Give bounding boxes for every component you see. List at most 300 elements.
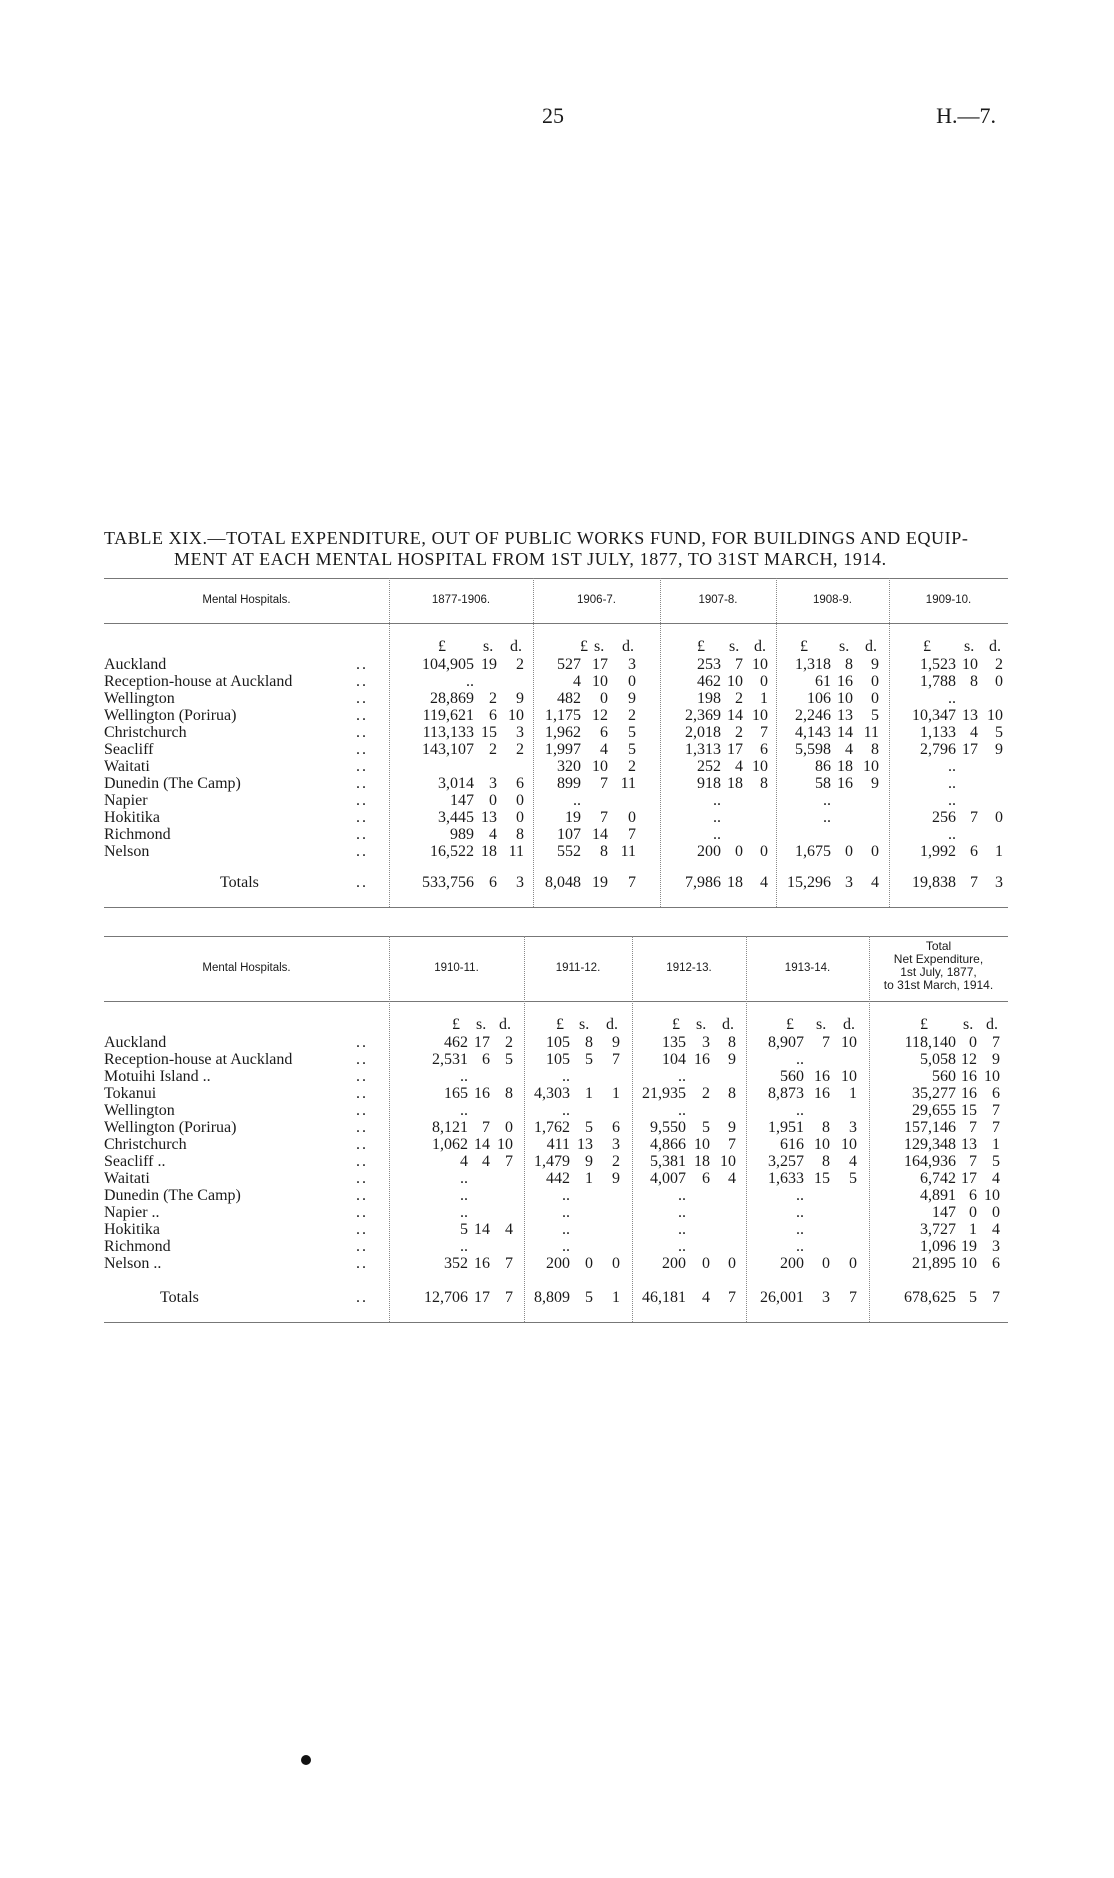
amount-pounds: 2,246 [795,707,831,724]
amount-pence: 5 [849,1170,857,1187]
amount-pence: 6 [992,1255,1000,1272]
amount-pence: 11 [620,775,636,792]
amount-pounds: 4,007 [650,1170,686,1187]
column-header-period: 1877-1906. [431,594,491,606]
leader-dots: .. [356,690,368,707]
unit-pence: d. [622,638,634,655]
column-header-total: to 31st March, 1914. [883,978,994,992]
amount-pence: 10 [752,707,768,724]
amount-pounds: 105 [546,1034,570,1051]
amount-pounds: 198 [697,690,721,707]
amount-pence: 9 [871,656,879,673]
total-pence: 7 [628,874,636,891]
column-separator [869,936,870,1322]
amount-pence: 1 [612,1085,620,1102]
table-title-line-1: TABLE XIX.—TOTAL EXPENDITURE, OUT OF PUBLIC WORKS FUND, FOR BUILDINGS AND EQUIP- [104,528,969,548]
total-shillings: 17 [474,1289,490,1306]
leader-dots: .. [356,673,368,690]
amount-pence: 10 [841,1136,857,1153]
amount-pence: 0 [871,673,879,690]
amount-pence: 5 [871,707,879,724]
total-pounds: 533,756 [422,874,474,891]
amount-shillings: 17 [474,1034,490,1051]
nil-marker: .. [678,1221,686,1238]
leader-dots: .. [356,1170,368,1187]
amount-pence: 8 [871,741,879,758]
amount-pence: 9 [728,1119,736,1136]
amount-shillings: 7 [822,1034,830,1051]
amount-pence: 8 [728,1034,736,1051]
amount-shillings: 6 [702,1170,710,1187]
amount-pounds: 1,997 [545,741,581,758]
column-header-hospitals: Mental Hospitals. [202,594,291,606]
hospital-name: Seacliff .. [104,1153,166,1170]
amount-shillings: 6 [969,1187,977,1204]
amount-shillings: 1 [969,1221,977,1238]
total-pounds: 7,986 [685,874,721,891]
amount-pounds: 1,762 [534,1119,570,1136]
nil-marker: .. [796,1221,804,1238]
amount-pounds: 200 [662,1255,686,1272]
amount-shillings: 10 [837,690,853,707]
amount-pounds: 147 [932,1204,956,1221]
amount-pounds: 482 [557,690,581,707]
amount-shillings: 13 [837,707,853,724]
amount-pounds: 86 [815,758,831,775]
amount-pounds: 2,531 [432,1051,468,1068]
unit-shilling: s. [476,1016,487,1033]
leader-dots: .. [356,809,368,826]
amount-pounds: 200 [697,843,721,860]
amount-pence: 6 [760,741,768,758]
unit-pence: d. [606,1016,618,1033]
page-number: 25 [542,103,564,128]
amount-pounds: 118,140 [904,1034,956,1051]
amount-pounds: 8,873 [768,1085,804,1102]
nil-marker: .. [796,1238,804,1255]
amount-pence: 3 [628,656,636,673]
amount-pounds: 252 [697,758,721,775]
totals-label: Totals [220,874,259,891]
amount-pence: 7 [628,826,636,843]
amount-shillings: 17 [727,741,743,758]
table-rule [104,936,1008,937]
hospital-name: Dunedin (The Camp) [104,1187,241,1204]
amount-pounds: 61 [815,673,831,690]
leader-dots: .. [356,1204,368,1221]
amount-pounds: 200 [546,1255,570,1272]
amount-pounds: 1,096 [920,1238,956,1255]
leader-dots: .. [356,1068,368,1085]
amount-pence: 7 [505,1153,513,1170]
amount-shillings: 4 [735,758,743,775]
nil-marker: .. [466,673,474,690]
amount-shillings: 8 [600,843,608,860]
hospital-name: Hokitika [104,1221,160,1238]
nil-marker: .. [562,1102,570,1119]
hospital-name: Dunedin (The Camp) [104,775,241,792]
table-rule [104,1322,1008,1323]
hospital-name: Hokitika [104,809,160,826]
total-shillings: 3 [845,874,853,891]
leader-dots: .. [356,724,368,741]
amount-shillings: 2 [735,724,743,741]
amount-shillings: 5 [585,1051,593,1068]
total-pence: 4 [871,874,879,891]
column-header-period: 1913-14. [784,962,831,974]
unit-pound: £ [786,1016,794,1033]
amount-pounds: 1,313 [685,741,721,758]
unit-pound: £ [920,1016,928,1033]
column-header-period: 1911-12. [555,962,601,974]
amount-shillings: 0 [735,843,743,860]
amount-shillings: 19 [961,1238,977,1255]
amount-shillings: 8 [845,656,853,673]
amount-pence: 1 [992,1136,1000,1153]
amount-shillings: 10 [814,1136,830,1153]
amount-shillings: 16 [837,775,853,792]
amount-pence: 9 [995,741,1003,758]
amount-shillings: 0 [969,1034,977,1051]
amount-pounds: 320 [557,758,581,775]
amount-pence: 0 [628,809,636,826]
amount-pence: 0 [871,690,879,707]
amount-pounds: 5,058 [920,1051,956,1068]
amount-pounds: 21,895 [912,1255,956,1272]
amount-pounds: 560 [780,1068,804,1085]
nil-marker: .. [562,1238,570,1255]
hospital-name: Richmond [104,826,171,843]
unit-pound: £ [697,638,705,655]
amount-pence: 0 [760,673,768,690]
amount-pounds: 4,303 [534,1085,570,1102]
leader-dots: .. [356,1289,368,1306]
amount-pence: 9 [628,690,636,707]
amount-pence: 10 [987,707,1003,724]
column-header-period: 1906-7. [576,594,616,606]
amount-pounds: 1,992 [920,843,956,860]
amount-pence: 11 [620,843,636,860]
amount-pounds: 6,742 [920,1170,956,1187]
unit-pence: d. [722,1016,734,1033]
amount-pounds: 2,796 [920,741,956,758]
hospital-name: Reception-house at Auckland [104,673,293,690]
column-header-period: 1909-10. [925,594,972,606]
amount-pence: 3 [516,724,524,741]
amount-pence: 10 [863,758,879,775]
leader-dots: .. [356,1102,368,1119]
amount-pence: 3 [849,1119,857,1136]
unit-shilling: s. [729,638,740,655]
nil-marker: .. [796,1102,804,1119]
amount-shillings: 2 [489,690,497,707]
total-pence: 4 [760,874,768,891]
unit-shilling: s. [964,638,975,655]
amount-pence: 10 [752,656,768,673]
unit-shilling: s. [483,638,494,655]
leader-dots: .. [356,1238,368,1255]
amount-shillings: 13 [481,809,497,826]
hospital-name: Christchurch [104,724,187,741]
unit-pound: £ [438,638,446,655]
amount-shillings: 5 [702,1119,710,1136]
amount-pounds: 58 [815,775,831,792]
nil-marker: .. [562,1187,570,1204]
hospital-name: Nelson .. [104,1255,162,1272]
hospital-name: Wellington [104,1102,175,1119]
amount-pounds: 1,951 [768,1119,804,1136]
amount-pounds: 104 [662,1051,686,1068]
unit-pence: d. [510,638,522,655]
amount-pounds: 1,175 [545,707,581,724]
column-header-period: 1912-13. [666,962,712,974]
nil-marker: .. [713,792,721,809]
amount-shillings: 16 [474,1085,490,1102]
amount-shillings: 12 [961,1051,977,1068]
leader-dots: .. [356,656,368,673]
unit-pence: d. [754,638,766,655]
amount-shillings: 14 [727,707,743,724]
amount-pounds: 8,907 [768,1034,804,1051]
nil-marker: .. [948,792,956,809]
total-pence: 7 [505,1289,513,1306]
unit-pound: £ [672,1016,680,1033]
leader-dots: .. [356,1051,368,1068]
amount-shillings: 13 [577,1136,593,1153]
amount-pence: 0 [995,809,1003,826]
nil-marker: .. [678,1068,686,1085]
amount-shillings: 0 [600,690,608,707]
amount-pounds: 989 [450,826,474,843]
amount-pounds: 1,788 [920,673,956,690]
amount-shillings: 13 [962,707,978,724]
amount-pence: 8 [760,775,768,792]
column-header-period: 1910-11. [434,962,479,974]
total-pence: 3 [516,874,524,891]
amount-pence: 10 [497,1136,513,1153]
unit-pence: d. [865,638,877,655]
nil-marker: .. [948,758,956,775]
nil-marker: .. [796,1204,804,1221]
total-pounds: 678,625 [904,1289,956,1306]
nil-marker: .. [562,1204,570,1221]
amount-pounds: 1,479 [534,1153,570,1170]
amount-shillings: 4 [970,724,978,741]
amount-pence: 6 [516,775,524,792]
hospital-name: Reception-house at Auckland [104,1051,293,1068]
amount-pounds: 105 [546,1051,570,1068]
amount-shillings: 13 [961,1136,977,1153]
amount-shillings: 16 [474,1255,490,1272]
amount-pence: 7 [728,1136,736,1153]
hospital-name: Waitati [104,758,150,775]
amount-pounds: 21,935 [642,1085,686,1102]
amount-pence: 4 [849,1153,857,1170]
amount-pence: 0 [992,1204,1000,1221]
amount-shillings: 14 [837,724,853,741]
column-header-total: Net Expenditure, [893,952,984,966]
amount-shillings: 4 [482,1153,490,1170]
amount-pence: 4 [728,1170,736,1187]
hospital-name: Motuihi Island .. [104,1068,211,1085]
amount-pence: 8 [516,826,524,843]
hospital-name: Tokanui [104,1085,157,1102]
amount-pence: 10 [841,1034,857,1051]
nil-marker: .. [948,775,956,792]
unit-pound: £ [556,1016,564,1033]
amount-pounds: 552 [557,843,581,860]
total-pounds: 8,809 [534,1289,570,1306]
amount-shillings: 16 [961,1068,977,1085]
leader-dots: .. [356,1187,368,1204]
amount-shillings: 17 [961,1170,977,1187]
amount-pence: 10 [752,758,768,775]
amount-pounds: 616 [780,1136,804,1153]
amount-pence: 9 [728,1051,736,1068]
amount-pounds: 2,369 [685,707,721,724]
amount-pounds: 899 [557,775,581,792]
amount-pence: 5 [505,1051,513,1068]
amount-pounds: 3,257 [768,1153,804,1170]
nil-marker: .. [948,690,956,707]
column-header-total: 1st July, 1877, [900,965,977,979]
leader-dots: .. [356,1153,368,1170]
amount-pence: 3 [992,1238,1000,1255]
hospital-name: Auckland [104,1034,167,1051]
amount-pounds: 147 [450,792,474,809]
amount-pence: 7 [505,1255,513,1272]
hospital-name: Christchurch [104,1136,187,1153]
amount-pence: 5 [995,724,1003,741]
amount-pence: 0 [505,1119,513,1136]
amount-pounds: 1,523 [920,656,956,673]
amount-shillings: 17 [962,741,978,758]
leader-dots: .. [356,741,368,758]
amount-pence: 7 [992,1102,1000,1119]
amount-pence: 7 [612,1051,620,1068]
hospital-name: Seacliff [104,741,154,758]
amount-shillings: 6 [489,707,497,724]
amount-pence: 5 [628,741,636,758]
amount-pence: 2 [995,656,1003,673]
amount-pounds: 4,866 [650,1136,686,1153]
total-pounds: 8,048 [545,874,581,891]
amount-pence: 2 [612,1153,620,1170]
amount-pounds: 107 [557,826,581,843]
total-pounds: 12,706 [424,1289,468,1306]
amount-shillings: 19 [481,656,497,673]
total-pence: 7 [992,1289,1000,1306]
amount-pounds: 135 [662,1034,686,1051]
amount-pence: 0 [516,809,524,826]
amount-shillings: 10 [592,673,608,690]
amount-pence: 11 [863,724,879,741]
amount-pence: 3 [612,1136,620,1153]
total-pence: 1 [612,1289,620,1306]
total-shillings: 3 [822,1289,830,1306]
amount-shillings: 2 [702,1085,710,1102]
amount-pounds: 918 [697,775,721,792]
amount-pounds: 4,143 [795,724,831,741]
amount-shillings: 4 [845,741,853,758]
amount-shillings: 2 [489,741,497,758]
amount-shillings: 14 [474,1136,490,1153]
amount-pence: 7 [760,724,768,741]
amount-shillings: 15 [481,724,497,741]
amount-pounds: 28,869 [430,690,474,707]
amount-pounds: 5,598 [795,741,831,758]
amount-shillings: 12 [592,707,608,724]
amount-pence: 0 [516,792,524,809]
amount-shillings: 7 [735,656,743,673]
amount-shillings: 0 [845,843,853,860]
nil-marker: .. [796,1051,804,1068]
amount-pence: 10 [984,1187,1000,1204]
hospital-name: Wellington [104,690,175,707]
hospital-name: Wellington (Porirua) [104,707,237,724]
amount-pounds: 9,550 [650,1119,686,1136]
nil-marker: .. [460,1204,468,1221]
amount-pence: 1 [849,1085,857,1102]
amount-pence: 2 [516,656,524,673]
amount-pence: 9 [871,775,879,792]
leader-dots: .. [356,1255,368,1272]
total-shillings: 4 [702,1289,710,1306]
amount-shillings: 10 [592,758,608,775]
amount-shillings: 3 [702,1034,710,1051]
amount-pence: 10 [508,707,524,724]
amount-pounds: 129,348 [904,1136,956,1153]
total-shillings: 5 [585,1289,593,1306]
amount-pence: 0 [612,1255,620,1272]
nil-marker: .. [823,809,831,826]
unit-shilling: s. [696,1016,707,1033]
amount-pounds: 106 [807,690,831,707]
amount-shillings: 10 [962,656,978,673]
amount-pence: 9 [992,1051,1000,1068]
amount-pence: 5 [628,724,636,741]
amount-pounds: 560 [932,1068,956,1085]
hospital-name: Nelson [104,843,150,860]
unit-pound: £ [800,638,808,655]
amount-pence: 0 [760,843,768,860]
amount-shillings: 8 [970,673,978,690]
amount-shillings: 7 [600,809,608,826]
amount-pence: 0 [849,1255,857,1272]
leader-dots: .. [356,1085,368,1102]
nil-marker: .. [713,826,721,843]
hospital-name: Auckland [104,656,167,673]
amount-shillings: 8 [822,1153,830,1170]
amount-pence: 4 [505,1221,513,1238]
total-pounds: 46,181 [642,1289,686,1306]
column-header-hospitals: Mental Hospitals. [202,962,291,974]
amount-shillings: 14 [474,1221,490,1238]
amount-shillings: 7 [600,775,608,792]
column-header-total: Total [925,939,952,953]
amount-shillings: 7 [969,1119,977,1136]
amount-shillings: 1 [585,1170,593,1187]
amount-pence: 10 [841,1068,857,1085]
unit-pence: d. [989,638,1001,655]
nil-marker: .. [796,1187,804,1204]
nil-marker: .. [713,809,721,826]
amount-shillings: 15 [961,1102,977,1119]
amount-pounds: 16,522 [430,843,474,860]
amount-pence: 6 [992,1085,1000,1102]
amount-shillings: 0 [702,1255,710,1272]
amount-pence: 0 [628,673,636,690]
